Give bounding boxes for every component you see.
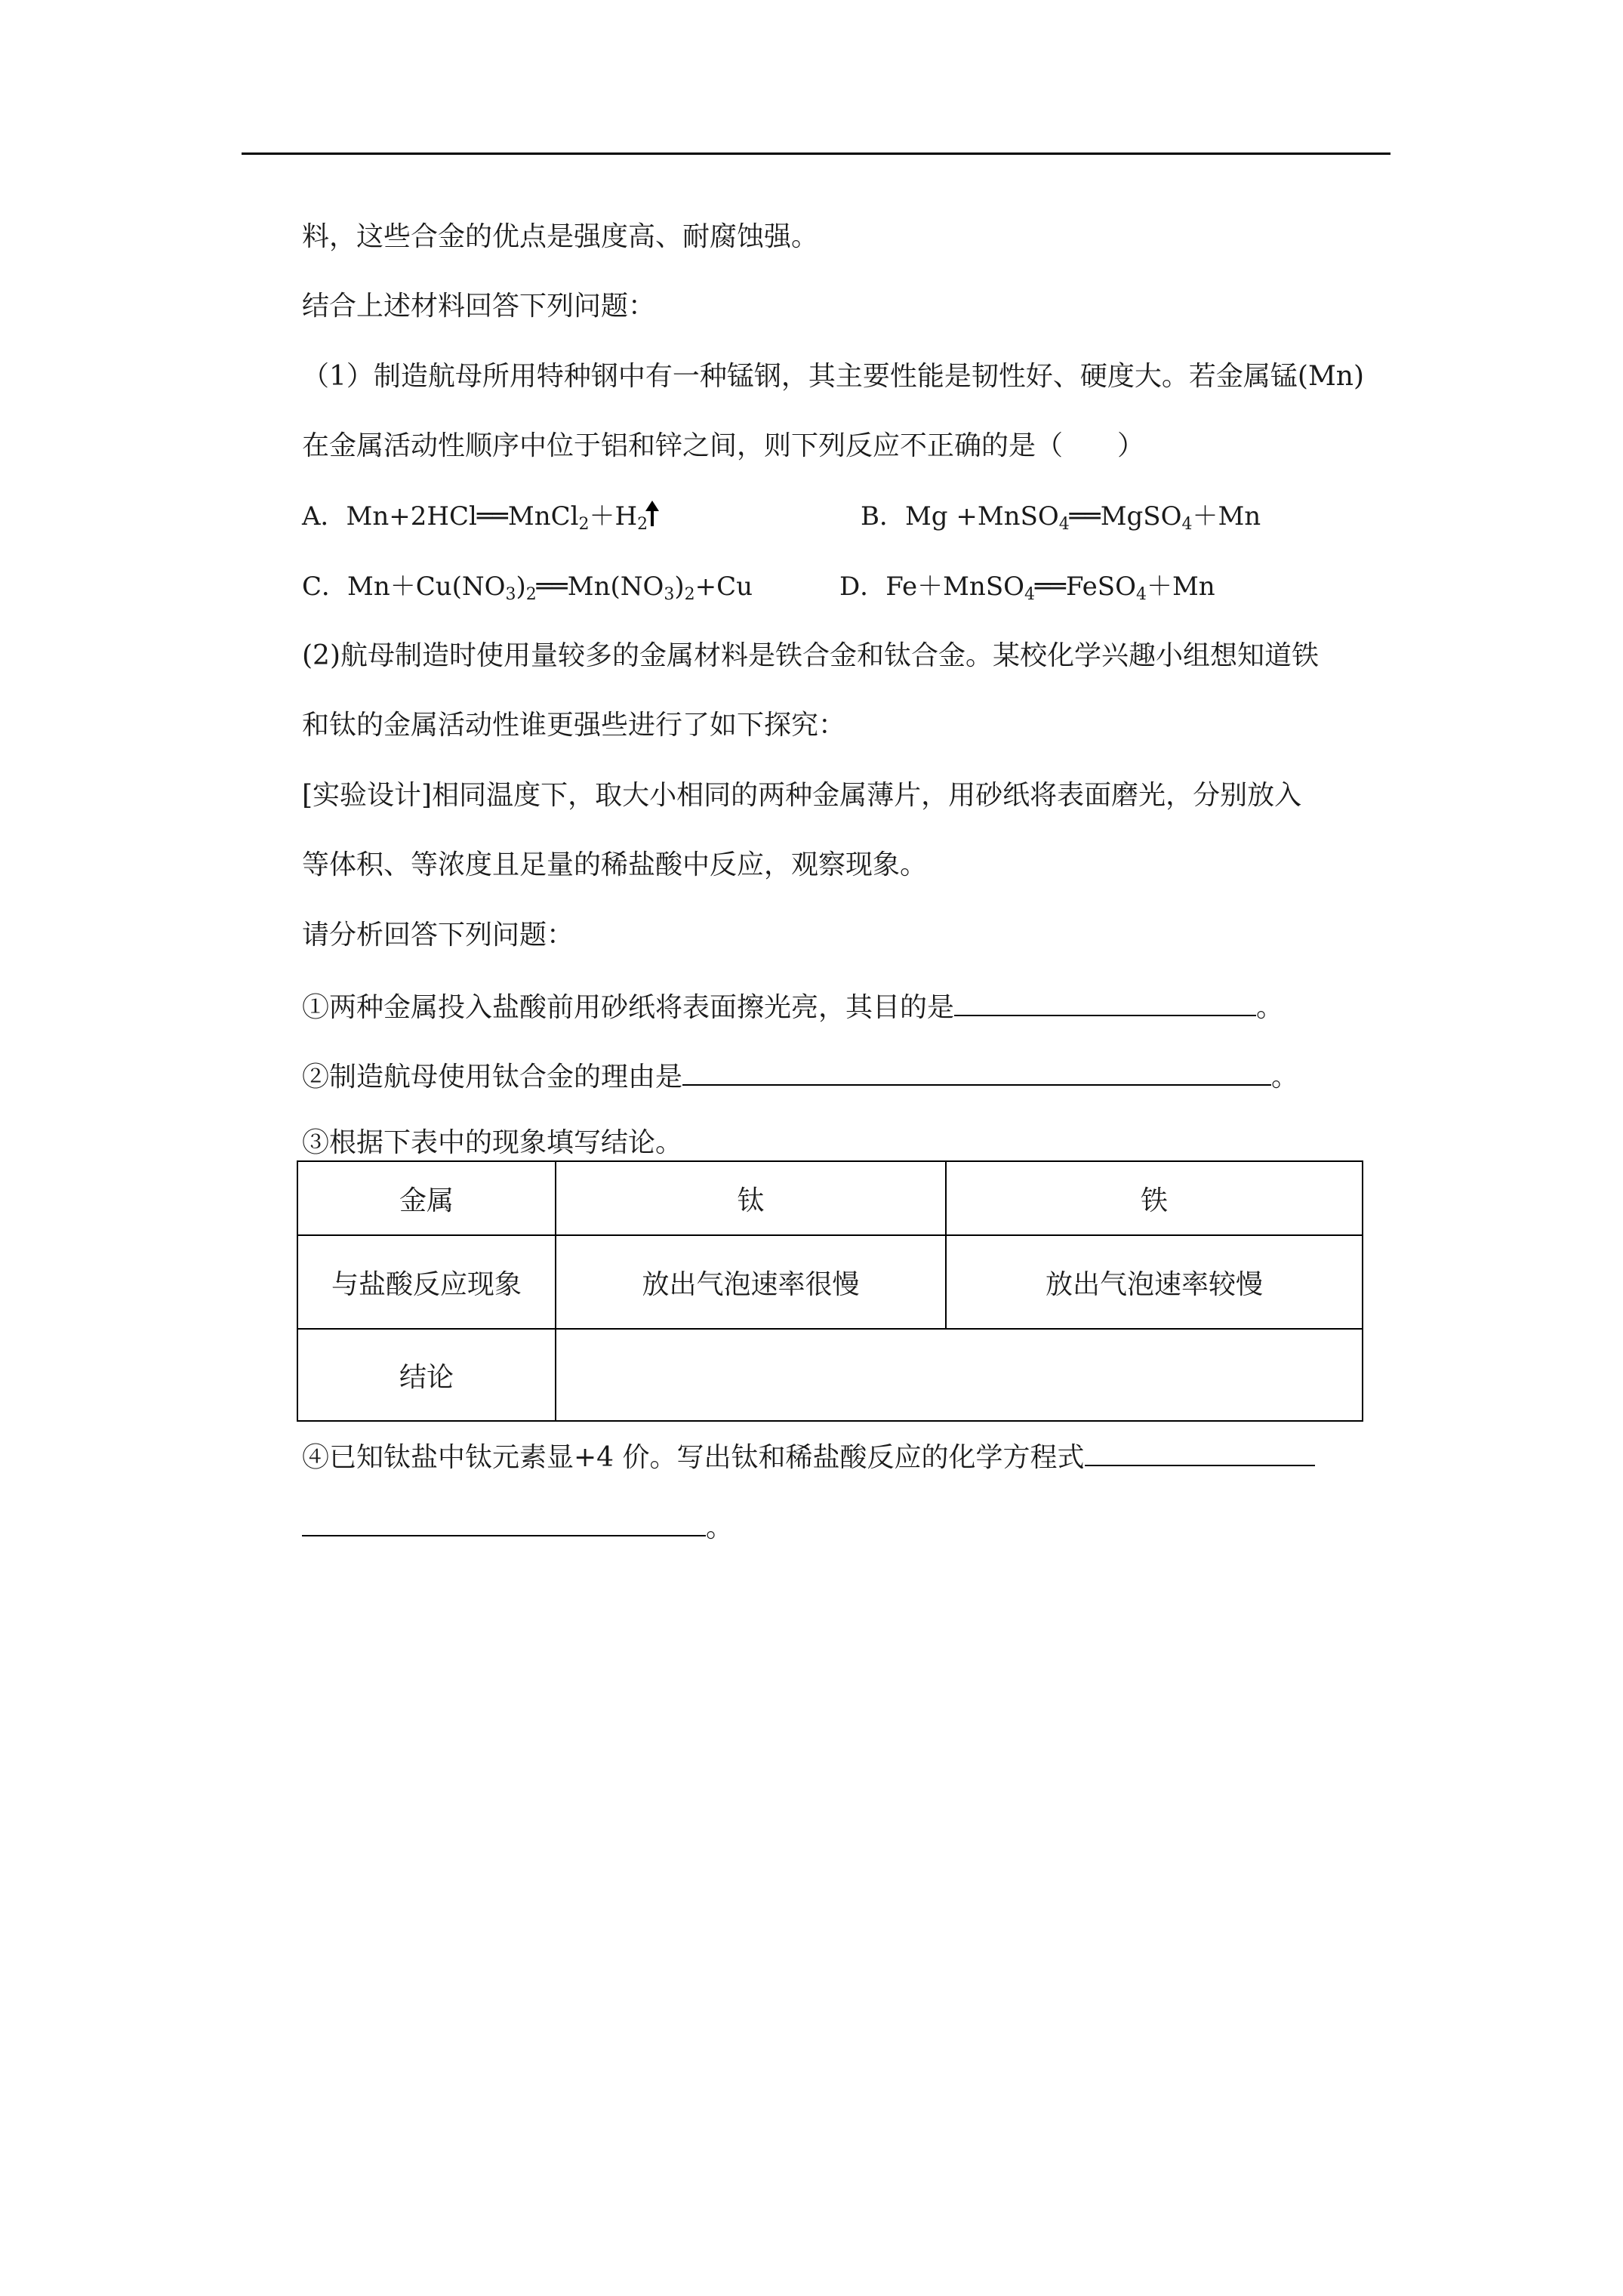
answer-blank-4b[interactable] (302, 1508, 706, 1536)
experiment-design-line-1: [实验设计]相同温度下，取大小相同的两种金属薄片，用砂纸将表面磨光，分别放入 (302, 780, 1302, 811)
option-c[interactable]: C．$Mn+Cu(NO_3)_2══Mn(NO_3)_2+Cu$ (302, 572, 753, 604)
subquestion-1: ①两种金属投入盐酸前用砂纸将表面擦光亮，其目的是 。 (302, 988, 1283, 1025)
cell-titanium-reaction: 放出气泡速率很慢 (556, 1235, 946, 1329)
question-2-line-1: (2)航母制造时使用量较多的金属材料是铁合金和钛合金。某校化学兴趣小组想知道铁 (302, 640, 1319, 671)
up-arrow-icon (651, 504, 654, 526)
experiment-design-line-2: 等体积、等浓度且足量的稀盐酸中反应，观察现象。 (302, 849, 928, 880)
text-line-2: 结合上述材料回答下列问题： (302, 291, 656, 322)
answer-blank-2[interactable] (682, 1057, 1271, 1086)
text-line-1: 料，这些合金的优点是强度高、耐腐蚀强。 (302, 221, 819, 252)
subquestion-2: ②制造航母使用钛合金的理由是 。 (302, 1057, 1298, 1095)
subquestion-4: ④已知钛盐中钛元素显+4 价。写出钛和稀盐酸反应的化学方程式 (302, 1438, 1315, 1475)
header-cell-titanium: 钛 (556, 1161, 946, 1235)
table-row (297, 1329, 1363, 1421)
row-label-conclusion: 结论 (297, 1329, 556, 1421)
answer-blank-1[interactable] (954, 988, 1256, 1016)
option-a[interactable]: A．$Mn+2HCl══MnCl_2+H_2$ (302, 499, 654, 534)
subquestion-4-continuation: 。 (302, 1508, 733, 1546)
analysis-prompt: 请分析回答下列问题： (302, 920, 574, 951)
question-1-line-2: 在金属活动性顺序中位于铝和锌之间，则下列反应不正确的是（ ） (302, 430, 1145, 461)
results-table (297, 1160, 1363, 1422)
row-label-reaction: 与盐酸反应现象 (297, 1235, 556, 1329)
conclusion-answer-cell[interactable] (556, 1329, 1363, 1421)
table-header-row (297, 1161, 1363, 1235)
option-d[interactable]: D．Fe＋MnSO$_4$══FeSO$_4$＋Mn (839, 572, 1215, 604)
header-cell-metal: 金属 (297, 1161, 556, 1235)
cell-iron-reaction: 放出气泡速率较慢 (946, 1235, 1363, 1329)
question-1-line-1: （1）制造航母所用特种钢中有一种锰钢，其主要性能是韧性好、硬度大。若金属锰(Mn) (302, 361, 1365, 392)
header-cell-iron: 铁 (946, 1161, 1363, 1235)
header-rule (242, 153, 1390, 155)
question-2-line-2: 和钛的金属活动性谁更强些进行了如下探究： (302, 710, 846, 741)
subquestion-3: ③根据下表中的现象填写结论。 (302, 1127, 683, 1158)
option-b[interactable]: B．Mg +MnSO$_4$══MgSO$_4$＋Mn (861, 501, 1261, 534)
answer-blank-4a[interactable] (1085, 1438, 1315, 1466)
table-row (297, 1235, 1363, 1329)
